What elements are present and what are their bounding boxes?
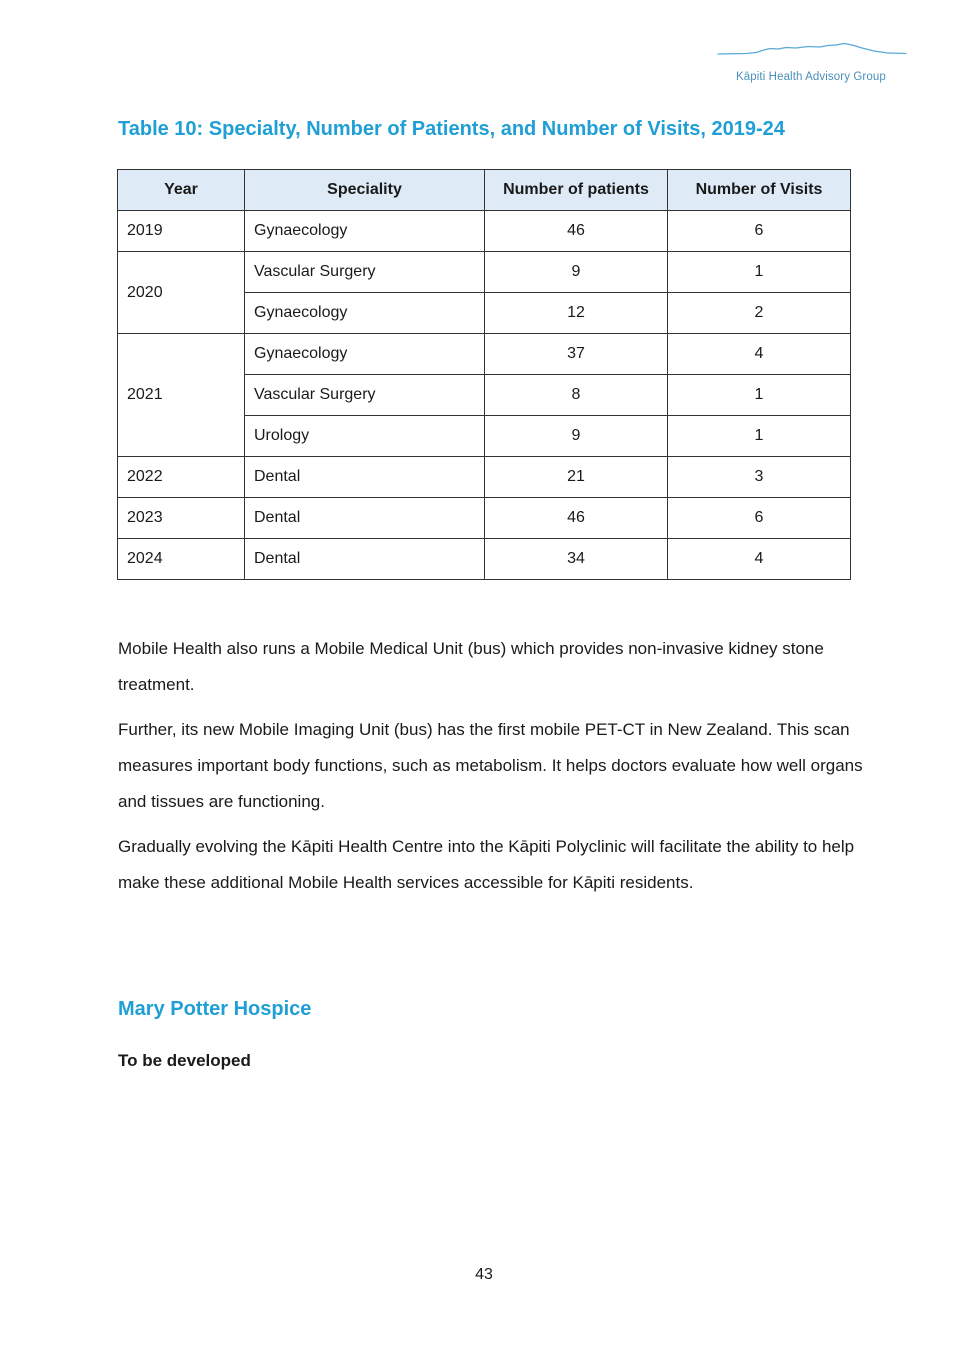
column-header-visits: Number of Visits xyxy=(668,170,851,211)
visits-cell: 4 xyxy=(668,334,851,375)
speciality-cell: Dental xyxy=(245,457,485,498)
table-header-row xyxy=(118,170,851,211)
visits-cell: 1 xyxy=(668,375,851,416)
header-logo xyxy=(716,40,908,88)
visits-cell: 1 xyxy=(668,416,851,457)
visits-cell: 1 xyxy=(668,252,851,293)
column-header-speciality: Speciality xyxy=(245,170,485,211)
table-row xyxy=(118,252,851,293)
year-cell: 2022 xyxy=(118,457,245,498)
speciality-cell: Dental xyxy=(245,498,485,539)
table-row xyxy=(118,211,851,252)
section-note: To be developed xyxy=(118,1051,251,1070)
speciality-cell: Urology xyxy=(245,416,485,457)
page-number: 43 xyxy=(475,1266,493,1283)
year-cell: 2021 xyxy=(118,334,245,457)
column-header-patients: Number of patients xyxy=(485,170,668,211)
table-row xyxy=(118,539,851,580)
specialty-table xyxy=(117,169,851,580)
patients-cell: 46 xyxy=(485,211,668,252)
patients-cell: 46 xyxy=(485,498,668,539)
year-cell: 2024 xyxy=(118,539,245,580)
visits-cell: 4 xyxy=(668,539,851,580)
column-header-year: Year xyxy=(118,170,245,211)
speciality-cell: Vascular Surgery xyxy=(245,252,485,293)
paragraph-mobile-medical-unit: Mobile Health also runs a Mobile Medical Unit (bus) which provides non-invasive kidney stone treatment. xyxy=(118,639,824,694)
mountain-line-icon xyxy=(716,40,908,64)
speciality-cell: Gynaecology xyxy=(245,334,485,375)
patients-cell: 9 xyxy=(485,252,668,293)
logo-text: Kāpiti Health Advisory Group xyxy=(736,71,886,83)
table-row xyxy=(118,334,851,375)
visits-cell: 3 xyxy=(668,457,851,498)
year-cell: 2020 xyxy=(118,252,245,334)
speciality-cell: Gynaecology xyxy=(245,211,485,252)
speciality-cell: Dental xyxy=(245,539,485,580)
speciality-cell: Gynaecology xyxy=(245,293,485,334)
paragraph-mobile-imaging-unit: Further, its new Mobile Imaging Unit (bus) has the first mobile PET-CT in New Zealand. This scan measures important body functions, such as metabolism. It helps doctors evaluate how well organs and tissues are functioning. xyxy=(118,720,863,811)
paragraph-polyclinic: Gradually evolving the Kāpiti Health Centre into the Kāpiti Polyclinic will facilitate the ability to help make these additional Mobile Health services accessible for Kāpiti residents. xyxy=(118,837,855,892)
patients-cell: 12 xyxy=(485,293,668,334)
table-title: Table 10: Specialty, Number of Patients, and Number of Visits, 2019-24 xyxy=(118,118,785,140)
patients-cell: 37 xyxy=(485,334,668,375)
section-heading-hospice: Mary Potter Hospice xyxy=(118,998,312,1020)
patients-cell: 21 xyxy=(485,457,668,498)
visits-cell: 6 xyxy=(668,211,851,252)
speciality-cell: Vascular Surgery xyxy=(245,375,485,416)
table-row xyxy=(118,498,851,539)
patients-cell: 8 xyxy=(485,375,668,416)
visits-cell: 2 xyxy=(668,293,851,334)
visits-cell: 6 xyxy=(668,498,851,539)
table-row xyxy=(118,457,851,498)
patients-cell: 9 xyxy=(485,416,668,457)
year-cell: 2019 xyxy=(118,211,245,252)
year-cell: 2023 xyxy=(118,498,245,539)
patients-cell: 34 xyxy=(485,539,668,580)
